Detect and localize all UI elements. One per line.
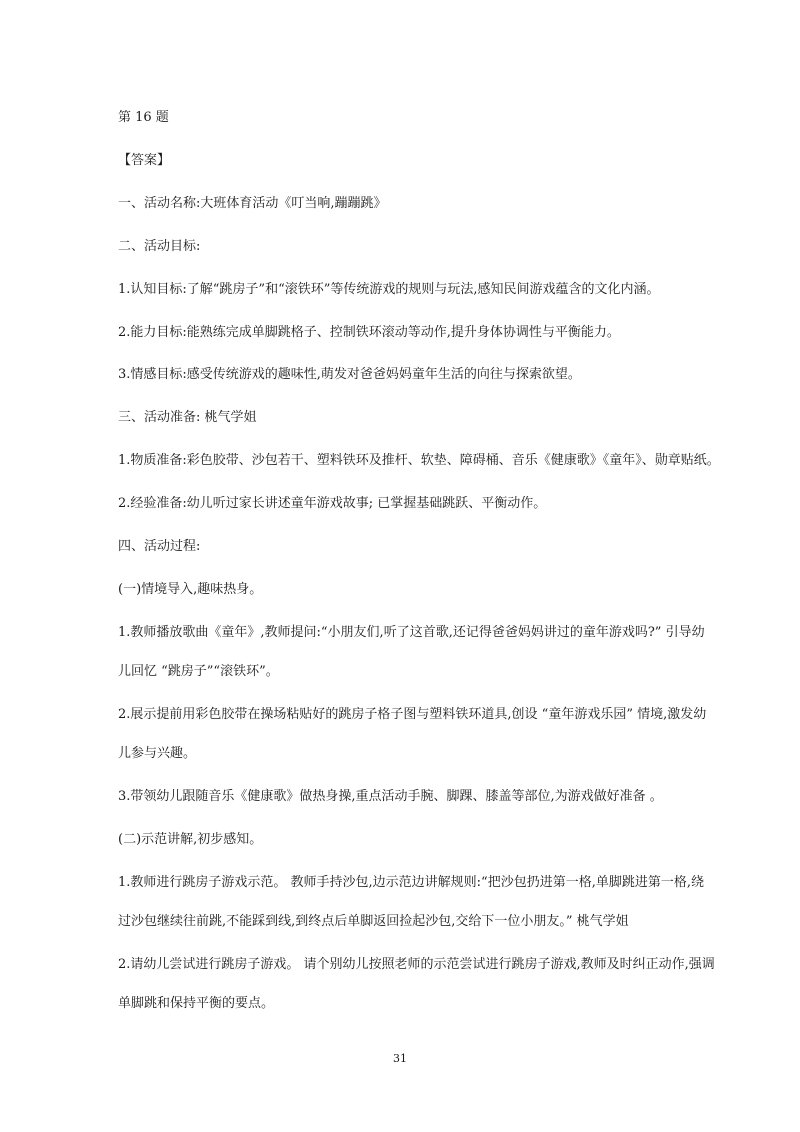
section-heading-preparation: 三、活动准备: 桃气学姐 — [118, 410, 257, 425]
subsection-demo: (二)示范讲解,初步感知。 — [118, 832, 263, 847]
subsection-intro: (一)情境导入,趣味热身。 — [118, 582, 263, 597]
section-activity-name: 一、活动名称:大班体育活动《叮当响,蹦蹦跳》 — [118, 196, 387, 211]
demo-step-2-line-1: 2.请幼儿尝试进行跳房子游戏。 请个别幼儿按照老师的示范尝试进行跳房子游戏,教师及时纠正动作,强调 — [118, 957, 715, 972]
section-heading-process: 四、活动过程: — [118, 539, 201, 554]
demo-step-2-line-2: 单脚跳和保持平衡的要点。 — [118, 996, 275, 1011]
step-1-line-1: 1.教师播放歌曲《童年》,教师提问:“小朋友们,听了这首歌,还记得爸爸妈妈讲过的童年游戏吗?” 引导幼 — [118, 625, 705, 640]
goal-emotion: 3.情感目标:感受传统游戏的趣味性,萌发对爸爸妈妈童年生活的向往与探索欲望。 — [118, 367, 581, 382]
step-2-line-1: 2.展示提前用彩色胶带在操场粘贴好的跳房子格子图与塑料铁环道具,创设 “童年游戏乐园” 情境,激发幼 — [118, 707, 707, 722]
section-heading-goals: 二、活动目标: — [118, 239, 201, 254]
page-number: 31 — [393, 1052, 407, 1065]
question-label: 第 16 题 — [118, 110, 169, 125]
prep-materials: 1.物质准备:彩色胶带、沙包若干、塑料铁环及推杆、软垫、障碍桶、音乐《健康歌》《童年》、勋章贴纸。 — [118, 453, 720, 468]
step-2-line-2: 儿参与兴趣。 — [118, 746, 197, 761]
demo-step-1-line-2: 过沙包继续往前跳,不能踩到线,到终点后单脚返回捡起沙包,交给下一位小朋友。” 桃气学姐 — [118, 914, 629, 929]
step-1-line-2: 儿回忆 “跳房子”“滚铁环”。 — [118, 664, 279, 679]
prep-experience: 2.经验准备:幼儿听过家长讲述童年游戏故事; 已掌握基础跳跃、平衡动作。 — [118, 496, 547, 511]
goal-ability: 2.能力目标:能熟练完成单脚跳格子、控制铁环滚动等动作,提升身体协调性与平衡能力。 — [118, 325, 620, 340]
answer-label: 【答案】 — [118, 153, 171, 168]
demo-step-1-line-1: 1.教师进行跳房子游戏示范。 教师手持沙包,边示范边讲解规则:“把沙包扔进第一格,单脚跳进第一格,绕 — [118, 875, 704, 890]
step-3: 3.带领幼儿跟随音乐《健康歌》做热身操,重点活动手腕、脚踝、膝盖等部位,为游戏做好准备 。 — [118, 789, 663, 804]
goal-cognitive: 1.认知目标:了解“跳房子”和“滚铁环”等传统游戏的规则与玩法,感知民间游戏蕴含的文化内涵。 — [118, 282, 660, 297]
